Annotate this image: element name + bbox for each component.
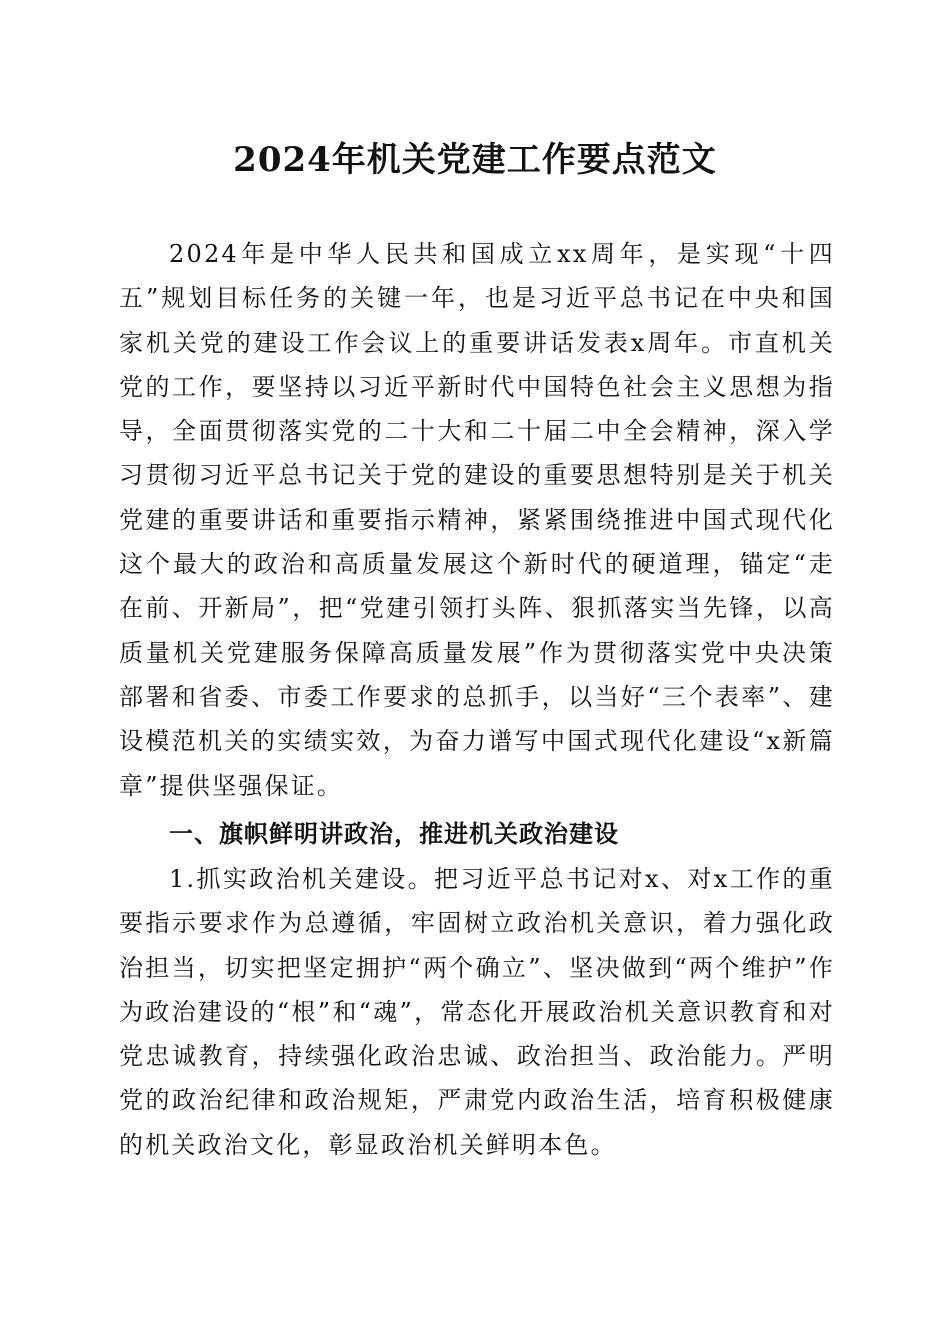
section-paragraph: 1.抓实政治机关建设。把习近平总书记对x、对x工作的重要指示要求作为总遵循，牢固树立政治机关意识，着力强化政治担当，切实把坚定拥护“两个确立”、坚决做到“两个维护”作为政治建设的“根”和“魂”，常态化开展政治机关意识教育和对党忠诚教育，持续强化政治忠诚、政治担当、政治能力。严明党的政治纪律和政治规矩，严肃党内政治生活，培育积极健康的机关政治文化，彰显政治机关鲜明本色。 bbox=[119, 865, 835, 1159]
intro-paragraph: 2024年是中华人民共和国成立xx周年，是实现“十四五”规划目标任务的关键一年，也是习近平总书记在中央和国家机关党的建设工作会议上的重要讲话发表x周年。市直机关党的工作，要坚持以习近平新时代中国特色社会主义思想为指导，全面贯彻落实党的二十大和二十届二中全会精神，深入学习贯彻习近平总书记关于党的建设的重要思想特别是关于机关党建的重要讲话和重要指示精神，紧紧围绕推进中国式现代化这个最大的政治和高质量发展这个新时代的硬道理，锚定“走在前、开新局”，把“党建引领打头阵、狠抓落实当先锋，以高质量机关党建服务保障高质量发展”作为贯彻落实党中央决策部署和省委、市委工作要求的总抓手，以当好“三个表率”、建设模范机关的实绩实效，为奋力谱写中国式现代化建设“x新篇章”提供坚强保证。 bbox=[119, 240, 835, 800]
section-heading: 一、旗帜鲜明讲政治，推进机关政治建设 bbox=[169, 820, 619, 848]
document-title: 2024年机关党建工作要点范文 bbox=[233, 140, 717, 180]
